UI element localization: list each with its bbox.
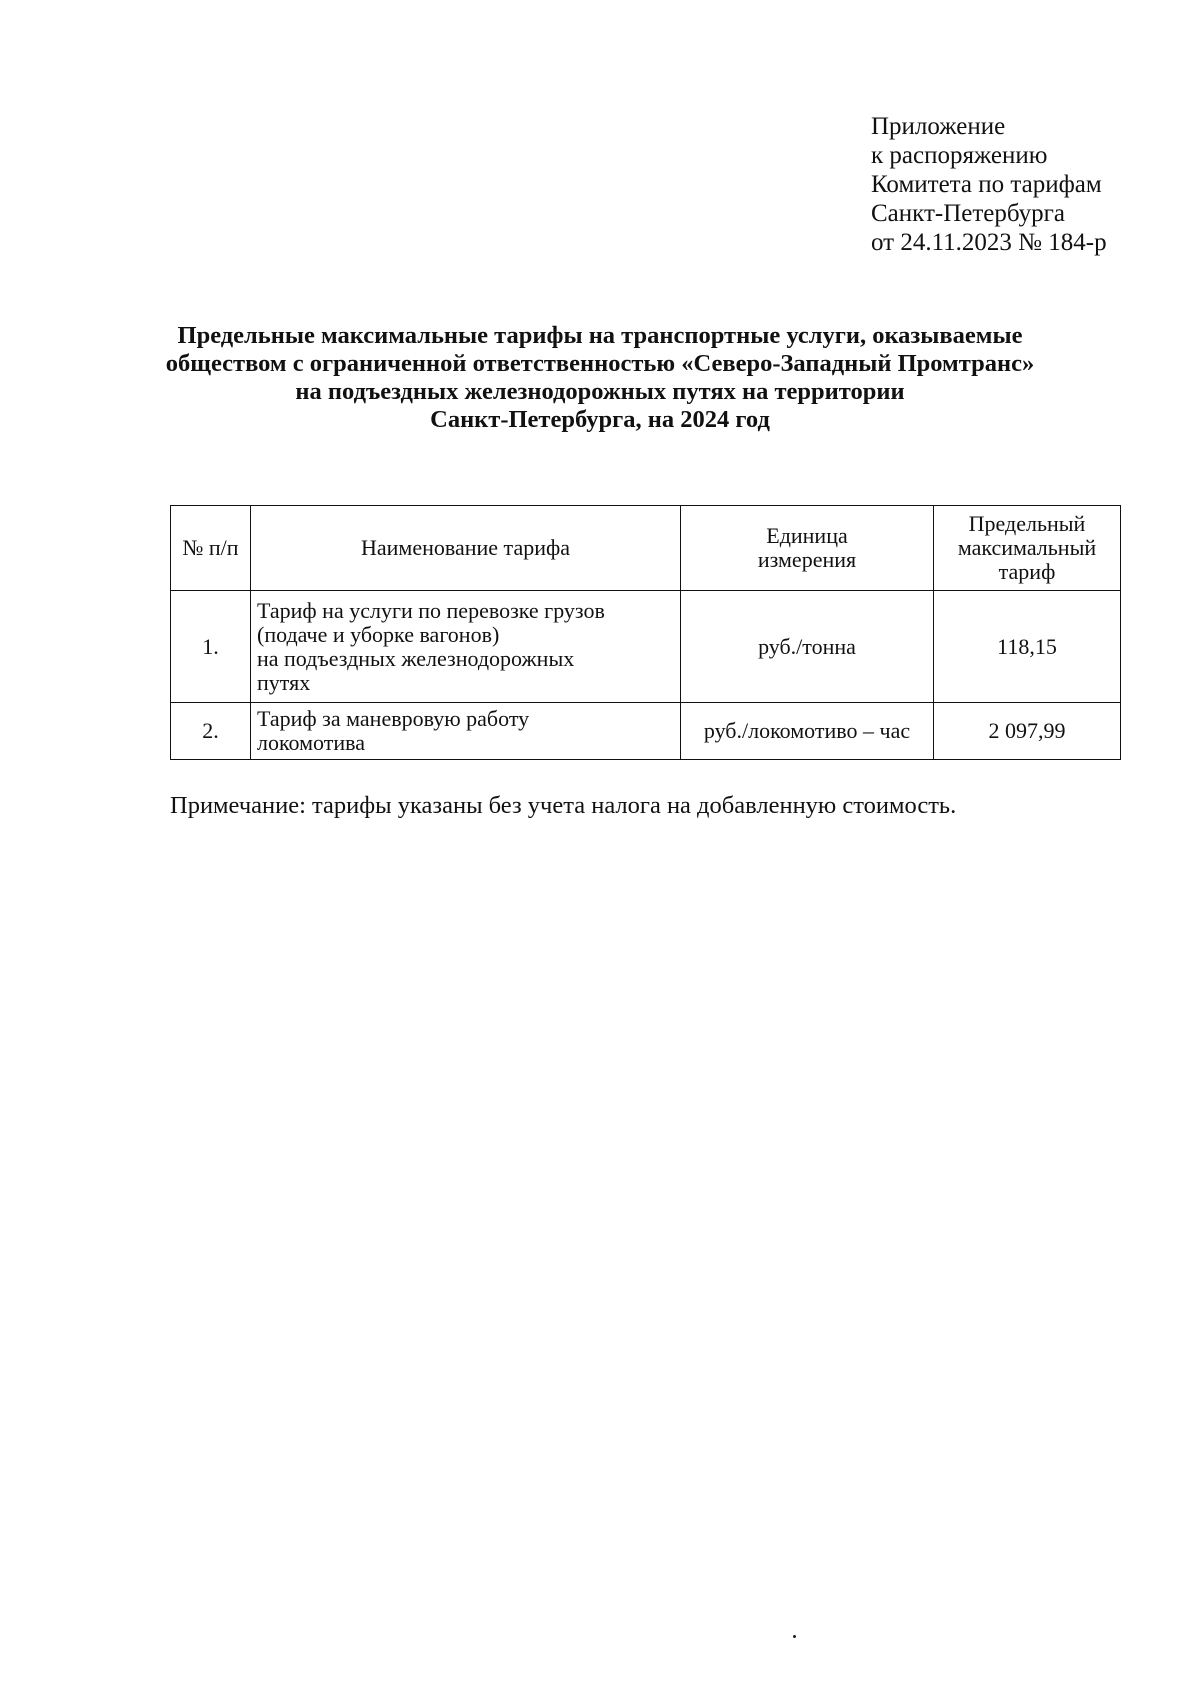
cell-num: 1. — [171, 591, 251, 703]
appendix-line: Комитета по тарифам — [871, 171, 1102, 198]
appendix-block — [871, 112, 1107, 257]
scan-speck — [793, 1635, 796, 1638]
cell-name-line: Тариф за маневровую работу — [257, 706, 530, 731]
header-value-line: Предельный — [968, 511, 1086, 536]
title-line: на подъездных железнодорожных путях на территории — [295, 378, 905, 405]
cell-num: 2. — [171, 703, 251, 760]
header-unit-line: Единица — [766, 523, 848, 548]
title-line: Санкт-Петербурга, на 2024 год — [430, 406, 770, 433]
header-value-line: тариф — [998, 559, 1056, 584]
table-row — [171, 703, 1121, 760]
header-num: № п/п — [171, 506, 251, 591]
appendix-line: Приложение — [871, 113, 1006, 140]
note-text: Примечание: тарифы указаны без учета налога на добавленную стоимость. — [170, 792, 957, 819]
header-unit-line: измерения — [757, 547, 857, 572]
appendix-line: к распоряжению — [871, 142, 1048, 169]
cell-name-line: путях — [257, 669, 311, 695]
tariff-table — [170, 505, 1121, 760]
appendix-line: от 24.11.2023 № 184-р — [871, 229, 1107, 256]
header-name: Наименование тарифа — [251, 506, 681, 591]
cell-name — [251, 703, 681, 760]
cell-name-line: локомотива — [257, 730, 366, 755]
cell-name-line: Тариф на услуги по перевозке грузов — [257, 597, 605, 623]
cell-value: 118,15 — [934, 591, 1121, 703]
header-value-line: максимальный — [957, 535, 1097, 560]
cell-unit: руб./тонна — [681, 591, 934, 703]
table-row — [171, 591, 1121, 703]
cell-value: 2 097,99 — [934, 703, 1121, 760]
table-header-row — [171, 506, 1121, 591]
header-value — [934, 506, 1121, 591]
title-line: Предельные максимальные тарифы на транспортные услуги, оказываемые — [177, 322, 1023, 349]
title-line: обществом с ограниченной ответственностью «Северо-Западный Промтранс» — [165, 350, 1035, 377]
cell-unit: руб./локомотиво – час — [681, 703, 934, 760]
appendix-line: Санкт-Петербурга — [871, 200, 1066, 227]
cell-name — [251, 591, 681, 703]
header-unit — [681, 506, 934, 591]
cell-name-line: на подъездных железнодорожных — [257, 645, 575, 671]
cell-name-line: (подаче и уборке вагонов) — [257, 621, 500, 647]
document-title — [150, 322, 1050, 434]
